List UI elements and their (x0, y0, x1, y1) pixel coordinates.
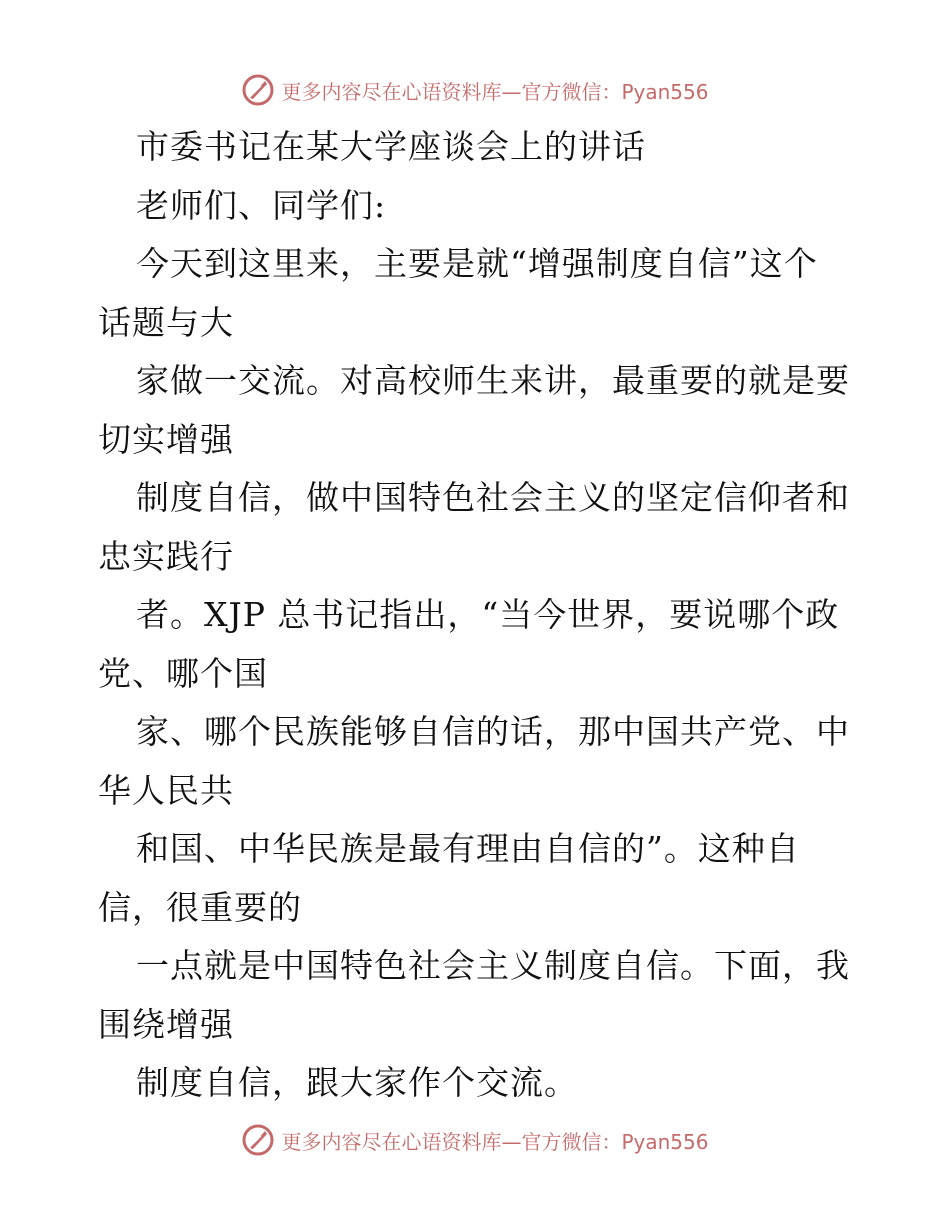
text-line: 制度自信，跟大家作个交流。 (136, 1063, 578, 1102)
text-line: 老师们、同学们: (136, 185, 387, 225)
text-line: 今天到这里来，主要是就“增强制度自信”这个 (136, 244, 818, 283)
feather-pen-circle-icon (241, 1123, 275, 1157)
text-line: 制度自信，做中国特色社会主义的坚定信仰者和 (136, 478, 850, 517)
text-line: 家做一交流。对高校师生来讲，最重要的就是要 (136, 361, 850, 400)
document-title: 市委书记在某大学座谈会上的讲话 (136, 127, 646, 166)
document-body (98, 118, 858, 1113)
text-line: 忠实践行 (98, 536, 234, 576)
text-line: 者。XJP 总书记指出，“当今世界，要说哪个政 (136, 595, 840, 634)
text-line: 华人民共 (98, 770, 234, 810)
feather-pen-circle-icon (241, 73, 275, 107)
text-line: 和国、中华民族是最有理由自信的”。这种自 (136, 829, 800, 868)
text-line: 家、哪个民族能够自信的话，那中国共产党、中 (136, 712, 850, 751)
text-line: 党、哪个国 (98, 653, 268, 693)
footer-watermark (0, 1120, 950, 1160)
text-line: 话题与大 (98, 302, 234, 342)
watermark-text: 更多内容尽在心语资料库—官方微信：Pyan556 (281, 79, 709, 104)
text-line: 信，很重要的 (98, 887, 302, 927)
watermark-text: 更多内容尽在心语资料库—官方微信：Pyan556 (281, 1129, 709, 1154)
header-watermark (0, 70, 950, 110)
text-line: 一点就是中国特色社会主义制度自信。下面，我 (136, 946, 850, 985)
text-line: 围绕增强 (98, 1004, 234, 1044)
text-line: 切实增强 (98, 419, 234, 459)
